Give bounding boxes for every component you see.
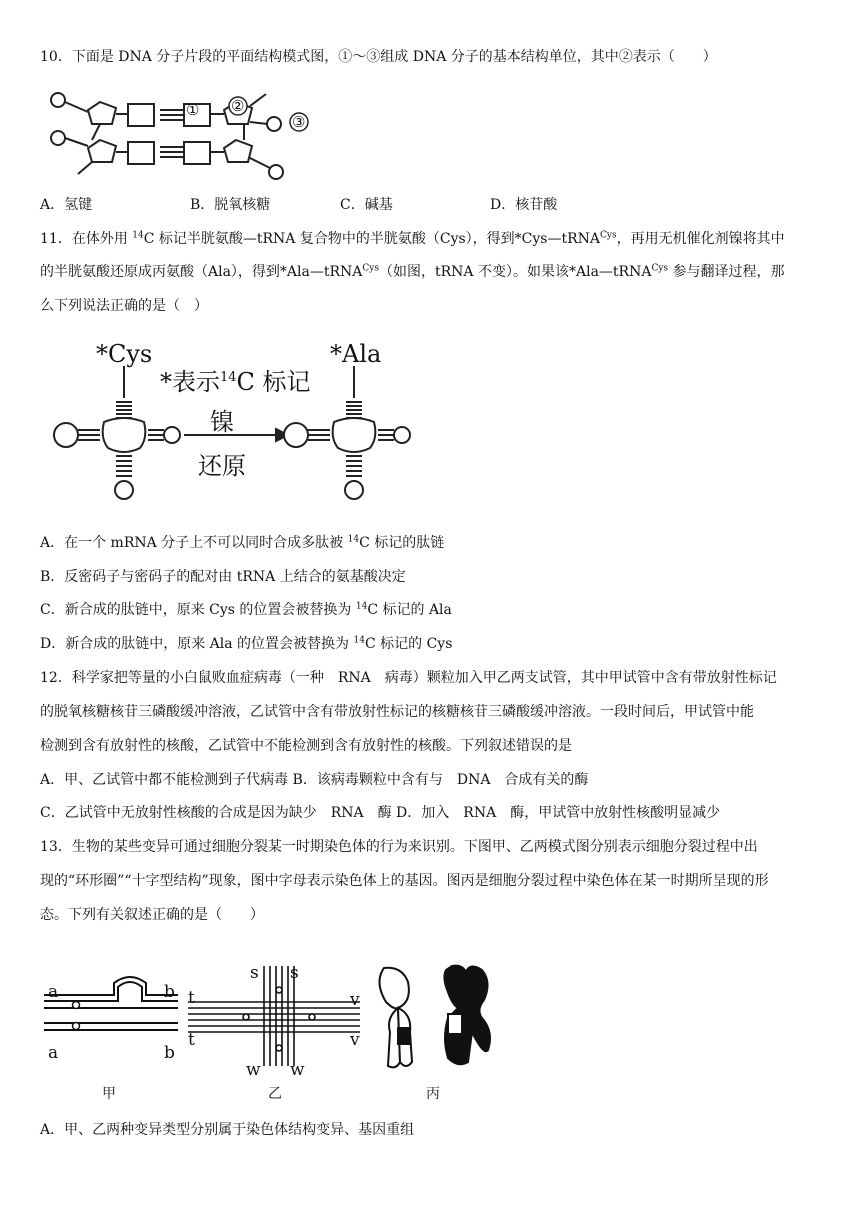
- q12-stem-line3: 检测到含有放射性的核酸，乙试管中不能检测到含有放射性的核酸。下列叙述错误的是: [40, 738, 572, 754]
- q13-stem-line3: 态。下列有关叙述正确的是（ ）: [40, 907, 264, 923]
- figure-jia-loop: [44, 975, 184, 1045]
- q13-stem-line2: 现的“环形圈”“十字型结构”现象，图中字母表示染色体上的基因。图丙是细胞分裂过程中染色体在某一时期所呈现的形: [40, 873, 769, 889]
- q11-option-d: D．新合成的肽链中，原来 Ala 的位置会被替换为 $^{14}$C 标记的 Cys: [40, 635, 453, 652]
- caption-jia: 甲: [102, 1086, 116, 1102]
- figure-bing-chromosomes: [372, 962, 498, 1072]
- arrow-label-bottom: 还原: [198, 452, 246, 480]
- q12-options-line1: A．甲、乙试管中都不能检测到子代病毒 B．该病毒颗粒中含有与 DNA 合成有关的酶: [40, 772, 589, 788]
- yi-gene-w-right: w: [290, 1060, 305, 1080]
- jia-gene-a-top: a: [48, 982, 59, 1002]
- q11-option-b: B．反密码子与密码子的配对由 tRNA 上结合的氨基酸决定: [40, 569, 406, 585]
- figure-yi-cross: [186, 962, 366, 1072]
- trna-right-label: *Ala: [330, 340, 382, 368]
- dna-label-3: ③: [292, 113, 306, 131]
- caption-yi: 乙: [268, 1086, 282, 1102]
- yi-gene-v-bottom: v: [350, 1030, 360, 1050]
- dna-label-1: ①: [186, 101, 200, 119]
- q10-stem: 10．下面是 DNA 分子片段的平面结构模式图，①～③组成 DNA 分子的基本结构单位，其中②表示（ ）: [40, 49, 717, 65]
- trna-left-label: *Cys: [96, 340, 153, 368]
- q10-option-b: B．脱氧核糖: [190, 197, 271, 213]
- jia-gene-b-bottom: b: [164, 1043, 175, 1063]
- jia-gene-a-bottom: a: [48, 1043, 59, 1063]
- q11-stem-line3: 么下列说法正确的是（ ）: [40, 298, 208, 314]
- q11-option-c: C．新合成的肽链中，原来 Cys 的位置会被替换为 $^{14}$C 标记的 Ala: [40, 601, 452, 618]
- yi-gene-t-bottom: t: [188, 1030, 195, 1050]
- q12-stem-line1: 12．科学家把等量的小白鼠败血症病毒（一种 RNA 病毒）颗粒加入甲乙两支试管，其中甲试管中含有带放射性标记: [40, 670, 777, 686]
- arrow-label-top: 镍: [210, 408, 234, 436]
- q11-stem-line1: 11．在体外用 $^{14}$C 标记半胱氨酸—tRNA 复合物中的半胱氨酸（Cys），得到*Cys—tRNA$^{Cys}$，再用无机催化剂镍将其中: [40, 230, 785, 247]
- q10-option-c: C．碱基: [340, 197, 393, 213]
- caption-bing: 丙: [426, 1086, 440, 1102]
- dna-structure-diagram: [44, 80, 314, 180]
- dna-label-2: ②: [231, 97, 245, 115]
- q12-stem-line2: 的脱氧核糖核苷三磷酸缓冲溶液，乙试管中含有带放射性标记的核糖核苷三磷酸缓冲溶液。一段时间后，甲试管中能: [40, 704, 754, 720]
- trna-note: *表示$^{14}$C 标记: [160, 368, 311, 396]
- q11-stem-line2: 的半胱氨酸还原成丙氨酸（Ala），得到*Ala—tRNA$^{Cys}$（如图，tRNA 不变）。如果该*Ala—tRNA$^{Cys}$ 参与翻译过程，那: [40, 263, 785, 280]
- yi-gene-w-left: w: [246, 1060, 261, 1080]
- yi-gene-t-top: t: [188, 988, 195, 1008]
- q11-option-a: A．在一个 mRNA 分子上不可以同时合成多肽被 $^{14}$C 标记的肽链: [40, 534, 445, 551]
- q13-option-a: A．甲、乙两种变异类型分别属于染色体结构变异、基因重组: [40, 1122, 415, 1138]
- yi-gene-s-right: s: [290, 963, 299, 983]
- q10-option-d: D．核苷酸: [490, 197, 558, 213]
- yi-gene-s-left: s: [250, 963, 259, 983]
- jia-gene-b-top: b: [164, 982, 175, 1002]
- q12-options-line2: C．乙试管中无放射性核酸的合成是因为缺少 RNA 酶 D．加入 RNA 酶，甲试管中放射性核酸明显减少: [40, 805, 721, 821]
- q10-option-a: A．氢键: [40, 197, 93, 213]
- q13-stem-line1: 13．生物的某些变异可通过细胞分裂某一时期染色体的行为来识别。下图甲、乙两模式图分别表示细胞分裂过程中出: [40, 839, 758, 855]
- yi-gene-v-top: v: [350, 990, 360, 1010]
